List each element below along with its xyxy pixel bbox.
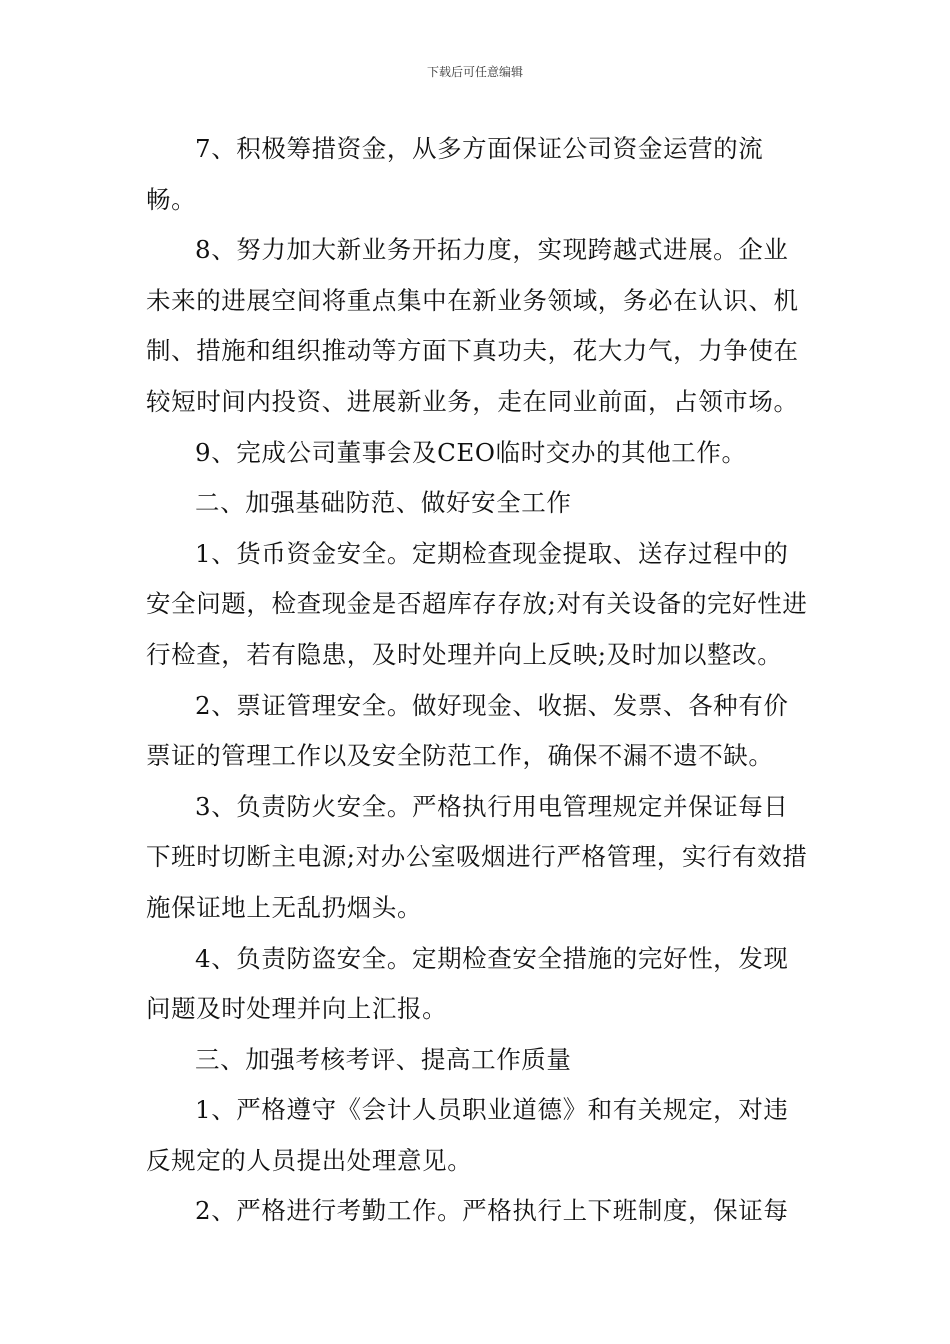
paragraph-other-tasks: 9、完成公司董事会及CEO临时交办的其他工作。 bbox=[195, 437, 747, 467]
document-body bbox=[146, 124, 810, 1237]
paragraph-cash-safety: 1、货币资金安全。定期检查现金提取、送存过程中的安全问题，检查现金是否超库存存放;对有关设备的完好性进行检查，若有隐患，及时处理并向上反映;及时加以整改。 bbox=[146, 538, 808, 669]
paragraph-ethics: 1、严格遵守《会计人员职业道德》和有关规定，对违反规定的人员提出处理意见。 bbox=[146, 1095, 789, 1175]
paragraph-attendance: 2、严格进行考勤工作。严格执行上下班制度，保证每 bbox=[195, 1196, 789, 1226]
paragraph-fire-safety: 3、负责防火安全。严格执行用电管理规定并保证每日下班时切断主电源;对办公室吸烟进行严格管理，实行有效措施保证地上无乱扔烟头。 bbox=[146, 791, 808, 922]
paragraph-theft-safety: 4、负责防盗安全。定期检查安全措施的完好性，发现问题及时处理并向上汇报。 bbox=[146, 943, 789, 1024]
paragraph-new-business: 8、努力加大新业务开拓力度，实现跨越式进展。企业未来的进展空间将重点集中在新业务领域，务必在认识、机制、措施和组织推动等方面下真功夫，花大力气，力争使在较短时间内投资、进展新业务，走在同业前面，占领市场。 bbox=[146, 235, 799, 416]
paragraph-voucher-safety: 2、票证管理安全。做好现金、收据、发票、各种有价票证的管理工作以及安全防范工作，确保不漏不遗不缺。 bbox=[146, 690, 789, 771]
page-header: 下载后可任意编辑 bbox=[426, 65, 523, 79]
section-heading-safety: 二、加强基础防范、做好安全工作 bbox=[195, 488, 572, 518]
section-heading-assessment: 三、加强考核考评、提高工作质量 bbox=[195, 1044, 572, 1074]
paragraph-funding: 7、积极筹措资金，从多方面保证公司资金运营的流畅。 bbox=[146, 134, 764, 214]
